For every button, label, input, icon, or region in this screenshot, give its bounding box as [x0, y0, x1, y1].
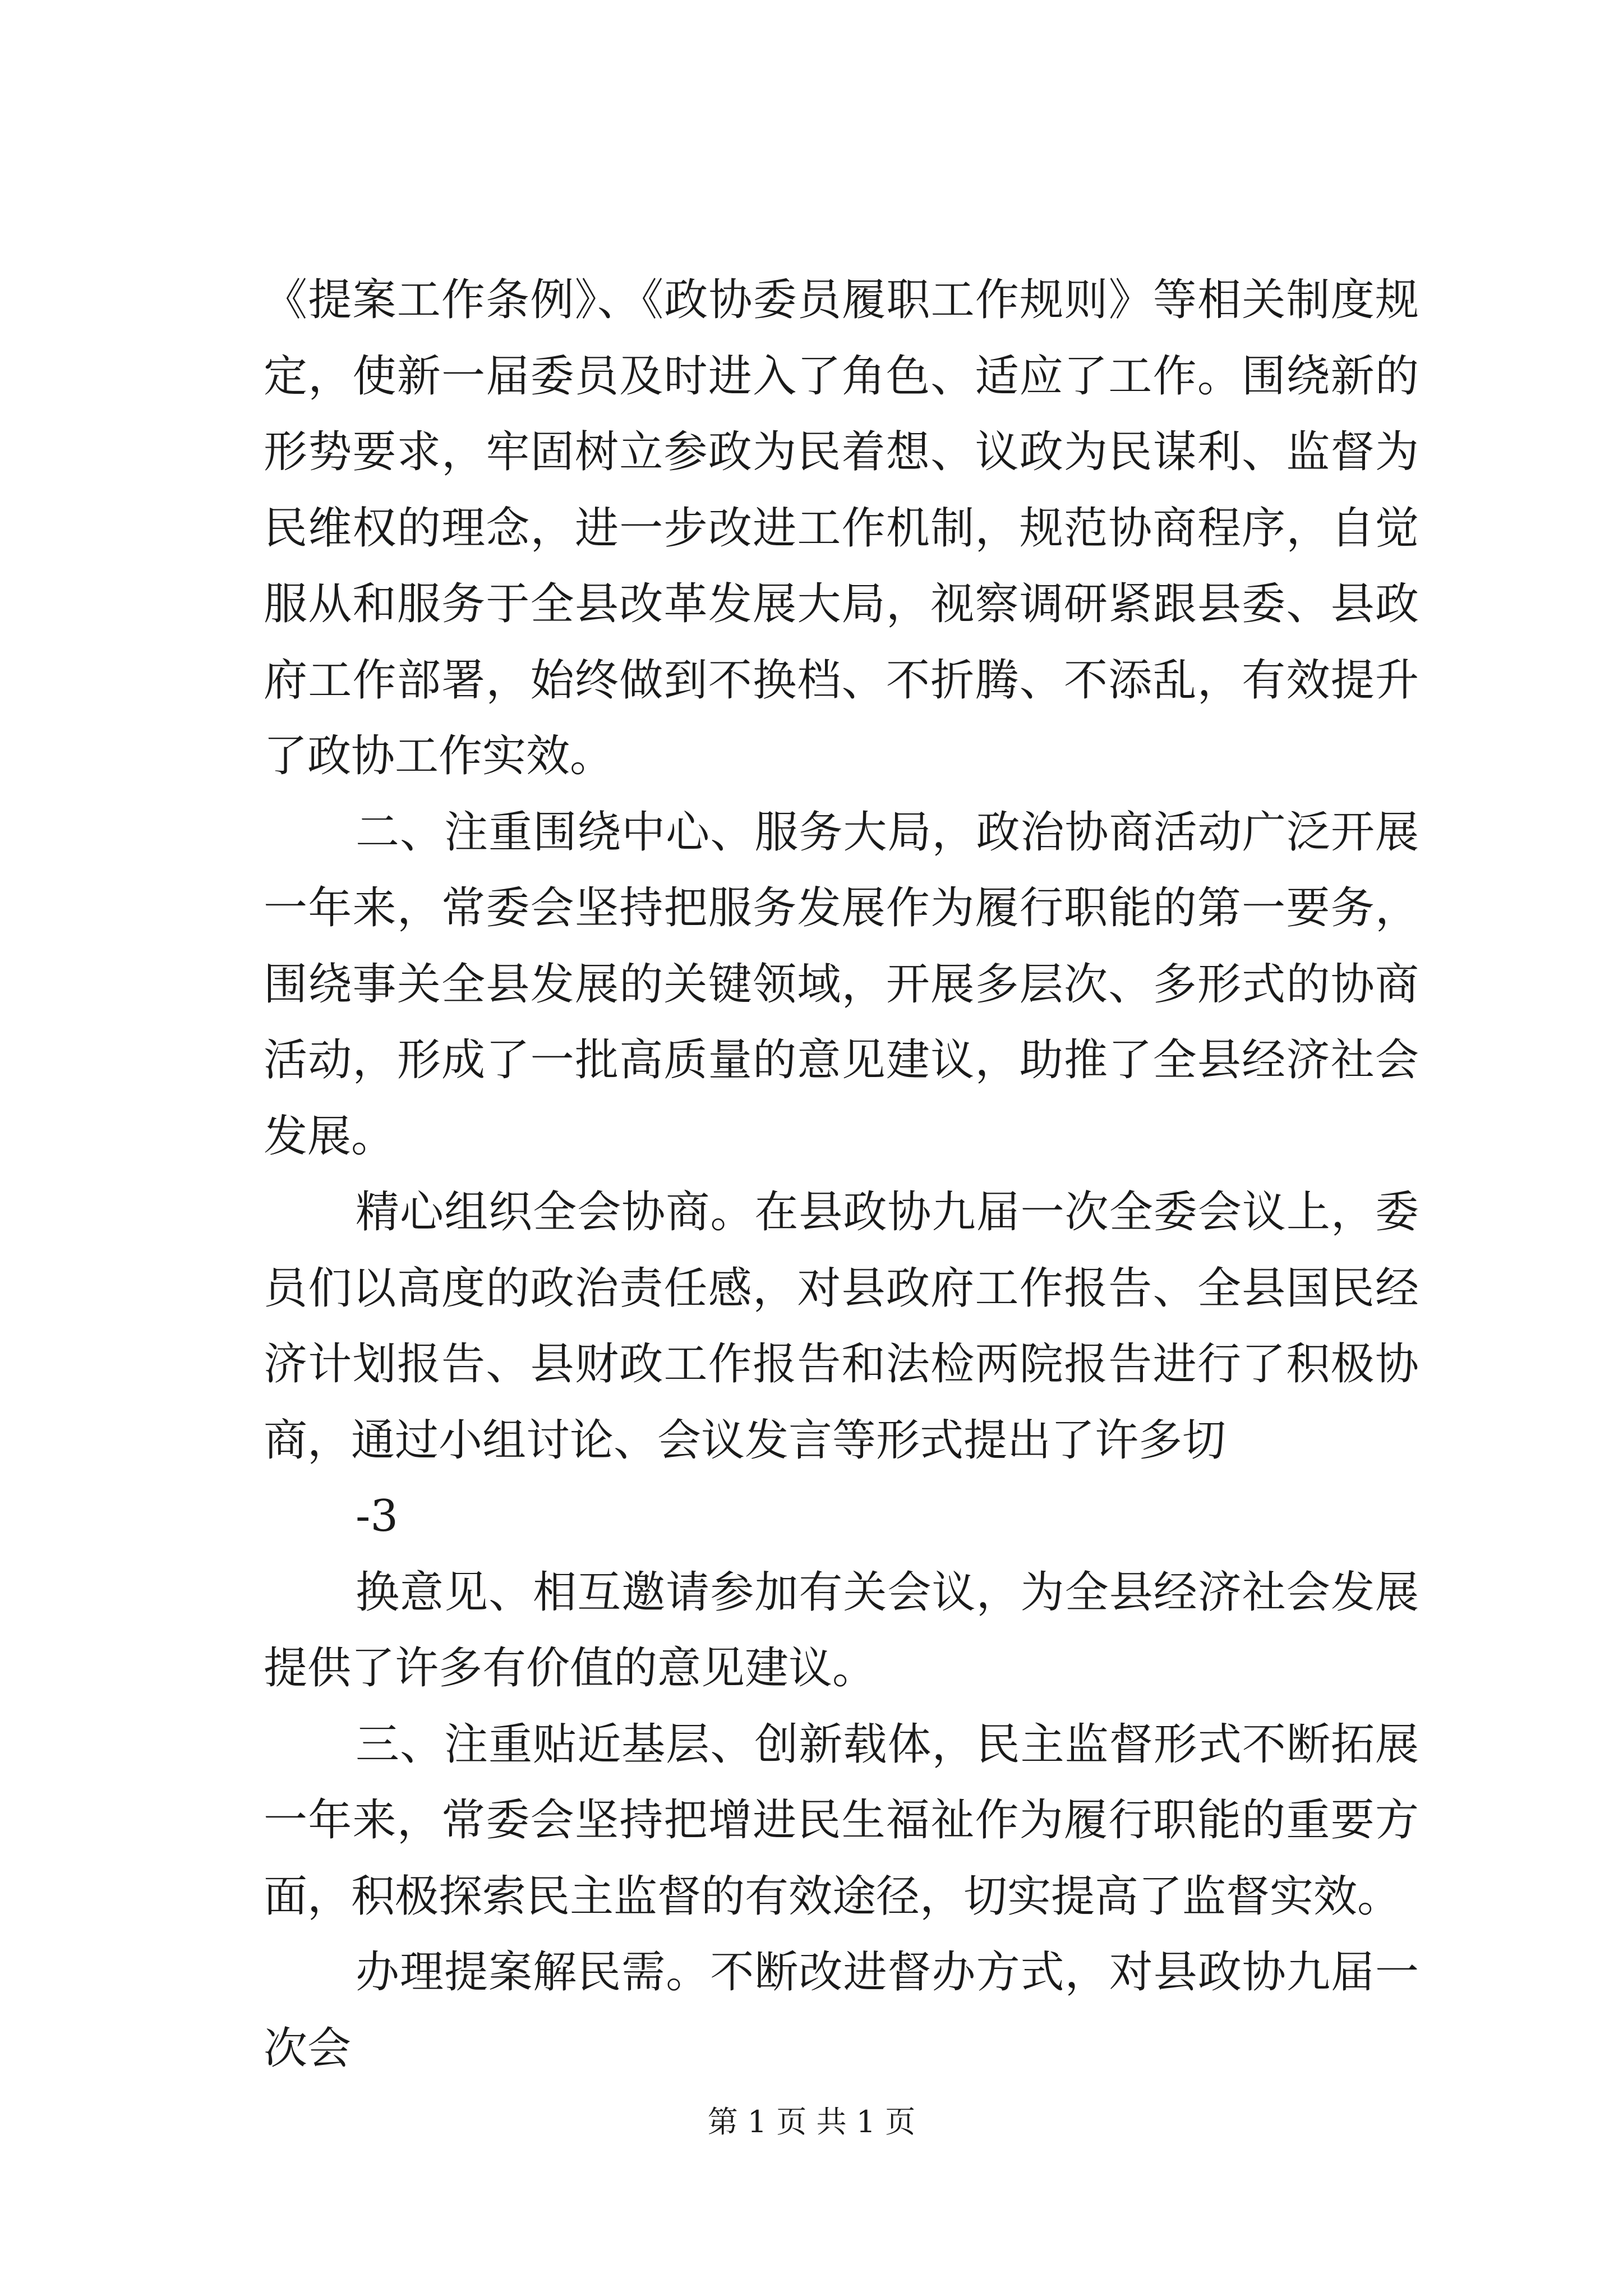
document-body	[264, 263, 1419, 2087]
paragraph-1: 《提案工作条例》、《政协委员履职工作规则》等相关制度规定，使新一届委员及时进入了角色、适应了工作。围绕新的形势要求，牢固树立参政为民着想、议政为民谋利、监督为民维权的理念，进一步改进工作机制，规范协商程序，自觉服从和服务于全县改革发展大局，视察调研紧跟县委、县政府工作部署，始终做到不换档、不折腾、不添乱，有效提升了政协工作实效。	[264, 275, 1419, 781]
page-number-label: 第 1 页 共 1 页	[707, 2104, 916, 2139]
paragraph-6: 办理提案解民需。不断改进督办方式，对县政协九届一次会	[264, 1947, 1419, 2074]
paragraph-3: 精心组织全会协商。在县政协九届一次全委会议上，委员们以高度的政治责任感，对县政府工作报告、全县国民经济计划报告、县财政工作报告和法检两院报告进行了积极协商，通过小组讨论、会议发言等形式提出了许多切	[264, 1187, 1419, 1466]
paragraph-4: 换意见、相互邀请参加有关会议，为全县经济社会发展提供了许多有价值的意见建议。	[264, 1567, 1419, 1694]
paragraph-2: 二、注重围绕中心、服务大局，政治协商活动广泛开展一年来，常委会坚持把服务发展作为履行职能的第一要务，围绕事关全县发展的关键领域，开展多层次、多形式的协商活动，形成了一批高质量的意见建议，助推了全县经济社会发展。	[264, 807, 1419, 1162]
page-marker: -3	[356, 1491, 398, 1542]
paragraph-5: 三、注重贴近基层、创新载体，民主监督形式不断拓展一年来，常委会坚持把增进民生福祉作为履行职能的重要方面，积极探索民主监督的有效途径，切实提高了监督实效。	[264, 1719, 1419, 1922]
page-footer	[0, 2102, 1623, 2142]
